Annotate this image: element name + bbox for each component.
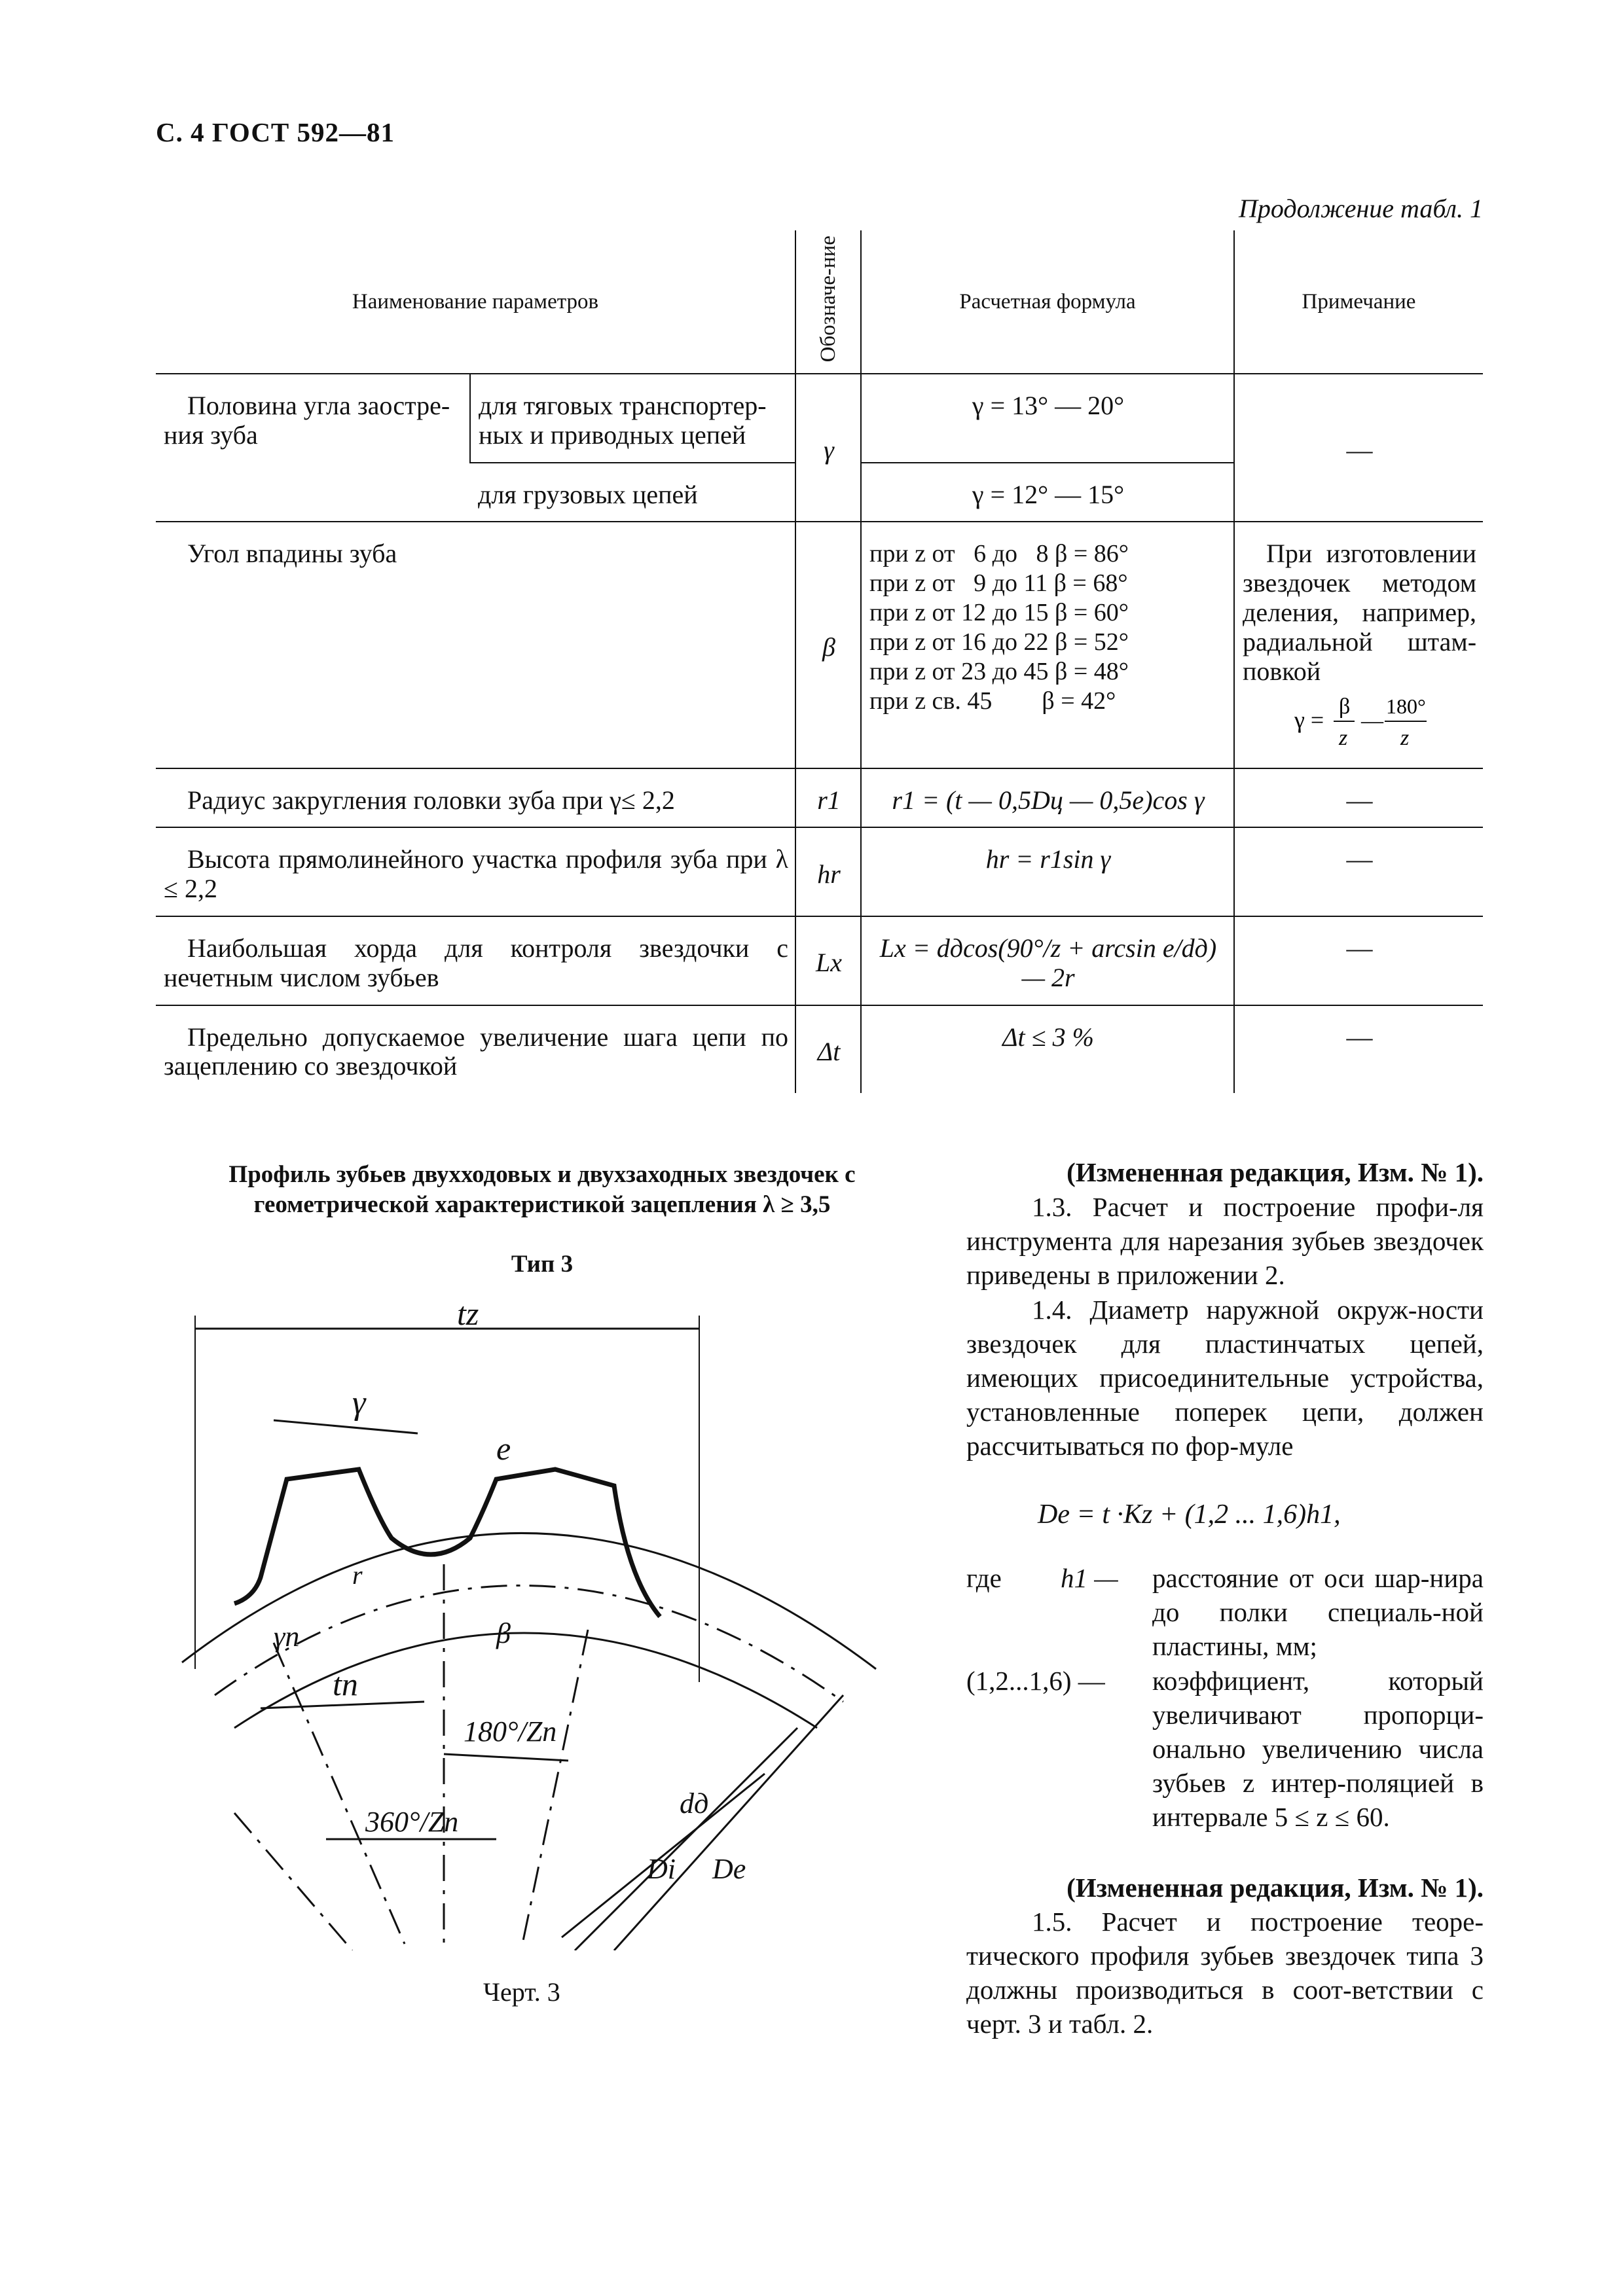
coef-description: коэффициент, который увеличивают пропорци-онально увеличению числа зубьев z интер-поляцией в интервале 5 ≤ z ≤ 60. [1152,1666,1484,1833]
formula-gamma: γ = [1294,707,1324,734]
height-note: — [1234,827,1483,916]
tooth-angle-note-cell [1234,522,1483,768]
half-angle-sub1: для тяговых транспортер-ных и приводных цепей [470,374,795,463]
header-formula: Расчетная формула [861,230,1234,374]
paragraph-1-5: 1.5. Расчет и построение теоре-тического профиля зубьев звездочек типа 3 должны производиться в соот-ветствии с черт. 3 и табл. 2. [966,1907,1484,2039]
paragraph-1-3: 1.3. Расчет и построение профи-ля инструмента для нарезания зубьев звездочек приведены в приложении 2. [966,1192,1484,1291]
formula-z2: z [1400,726,1409,751]
chord-symbol: Lx [795,916,861,1005]
tn-dimension-line [261,1702,424,1708]
label-tn: tn [333,1666,358,1702]
label-360: 360°/Zn [365,1806,459,1838]
radial-line [522,1630,588,1944]
parameters-table [156,230,1483,1093]
tooth-angle-line: при z св. 45 β = 42° [869,687,1116,715]
half-angle-symbol: γ [795,374,861,522]
formula-180: 180° [1385,694,1426,719]
tooth-angle-symbol: β [795,522,861,768]
step-name: Предельно допускаемое увеличение шага цепи по зацеплению со звездочкой [164,1022,789,1081]
label-de: De [712,1853,746,1885]
tooth-angle-line: при z от 12 до 15 β = 60° [869,599,1129,627]
sprocket-profile-drawing [156,1302,928,1950]
tooth-profile [234,1469,660,1617]
label-r: r [352,1560,363,1590]
de-line [614,1695,843,1950]
formula-de: De = t ·Kz + (1,2 ... 1,6)h1, [1038,1499,1341,1530]
half-angle-sub2: для грузовых цепей [470,463,795,522]
paragraph-1-4: 1.4. Диаметр наружной окруж-ности звездочек для пластинчатых цепей, имеющих присоединительные устройства, установленные поперек цепи, должен рассчитываться по фор-муле [966,1295,1484,1462]
half-angle-formula1: γ = 13° — 20° [861,374,1234,463]
figure-type: Тип 3 [511,1251,574,1278]
figure-title: Профиль зубьев двухходовых и двухзаходных звездочек с геометрической характеристикой зацепления λ ≥ 3,5 [228,1161,856,1219]
height-symbol: hr [795,827,861,916]
step-note: — [1234,1005,1483,1094]
gamma-dimension-line [274,1420,418,1433]
formula-minus: — [1360,709,1383,734]
inner-arc [234,1633,817,1728]
coef-term: (1,2...1,6) — [966,1666,1105,1696]
header-name: Наименование параметров [156,230,795,374]
formula-beta: β [1338,694,1350,719]
header-note: Примечание [1234,230,1483,374]
chord-name: Наибольшая хорда для контроля звездочки с нечетным числом зубьев [156,916,795,1005]
gamma-fraction-formula [1288,691,1432,750]
step-symbol: Δt [795,1005,861,1094]
label-dd: dд [680,1787,709,1820]
header-symbol: Обозначе-ние [795,230,861,374]
radius-name: Радиус закругления головки зуба при γ≤ 2,2 [156,768,795,828]
tooth-angle-line: при z от 16 до 22 β = 52° [869,628,1129,656]
height-formula: hr = r1sin γ [861,827,1234,916]
tooth-angle-name: Угол впадины зуба [156,522,795,768]
table-row [156,916,1483,1005]
half-angle-formula2: γ = 12° — 15° [861,463,1234,522]
step-formula: Δt ≤ 3 % [861,1005,1234,1094]
table-continuation-label: Продолжение табл. 1 [1238,194,1483,223]
figure-caption: Черт. 3 [483,1977,560,2007]
table-row [156,522,1483,768]
height-name: Высота прямолинейного участка профиля зуба при λ ≤ 2,2 [156,827,795,916]
angle180-line [444,1754,568,1761]
radius-note: — [1234,768,1483,828]
radius-symbol: r1 [795,768,861,828]
half-angle-note: — [1234,374,1483,522]
label-180: 180°/Zn [464,1715,557,1748]
half-angle-name: Половина угла заостре-ния зуба [156,374,470,522]
tooth-angle-line: при z от 9 до 11 β = 68° [869,569,1128,598]
label-gamma: γ [352,1384,366,1422]
chord-formula: Lx = dдcos(90°/z + arcsin e/dд) — 2r [861,916,1234,1005]
label-tz: tz [457,1302,479,1332]
where-label: где [966,1563,1002,1593]
dd-line [575,1728,797,1950]
label-e: e [496,1430,511,1467]
tooth-angle-formulas [861,522,1234,768]
table-row [156,768,1483,828]
amendment-note-1: (Измененная редакция, Изм. № 1). [1067,1157,1484,1187]
page-header: С. 4 ГОСТ 592—81 [156,117,395,147]
tooth-angle-line: при z от 23 до 45 β = 48° [869,657,1129,685]
table-row [156,1005,1483,1094]
table-header-row [156,230,1483,374]
h1-term: h1 — [1061,1563,1118,1593]
table-row [156,374,1483,463]
radial-line [234,1813,352,1950]
label-di: Di [647,1853,676,1885]
table-row [156,827,1483,916]
h1-description: расстояние от оси шар-нира до полки специаль-ной пластины, мм; [1152,1563,1484,1662]
tooth-angle-note: При изготовлении звездочек методом деления, например, радиальной штам-повкой [1243,539,1477,686]
label-gamma-n: γn [274,1621,300,1653]
amendment-note-2: (Измененная редакция, Изм. № 1). [1067,1873,1484,1903]
tooth-angle-line: при z от 6 до 8 β = 86° [869,540,1129,568]
formula-z1: z [1338,726,1347,751]
chord-note: — [1234,916,1483,1005]
tooth-angle-note-formula [1243,691,1476,755]
radius-formula: r1 = (t — 0,5Dц — 0,5e)cos γ [861,768,1234,828]
label-beta: β [496,1617,511,1649]
